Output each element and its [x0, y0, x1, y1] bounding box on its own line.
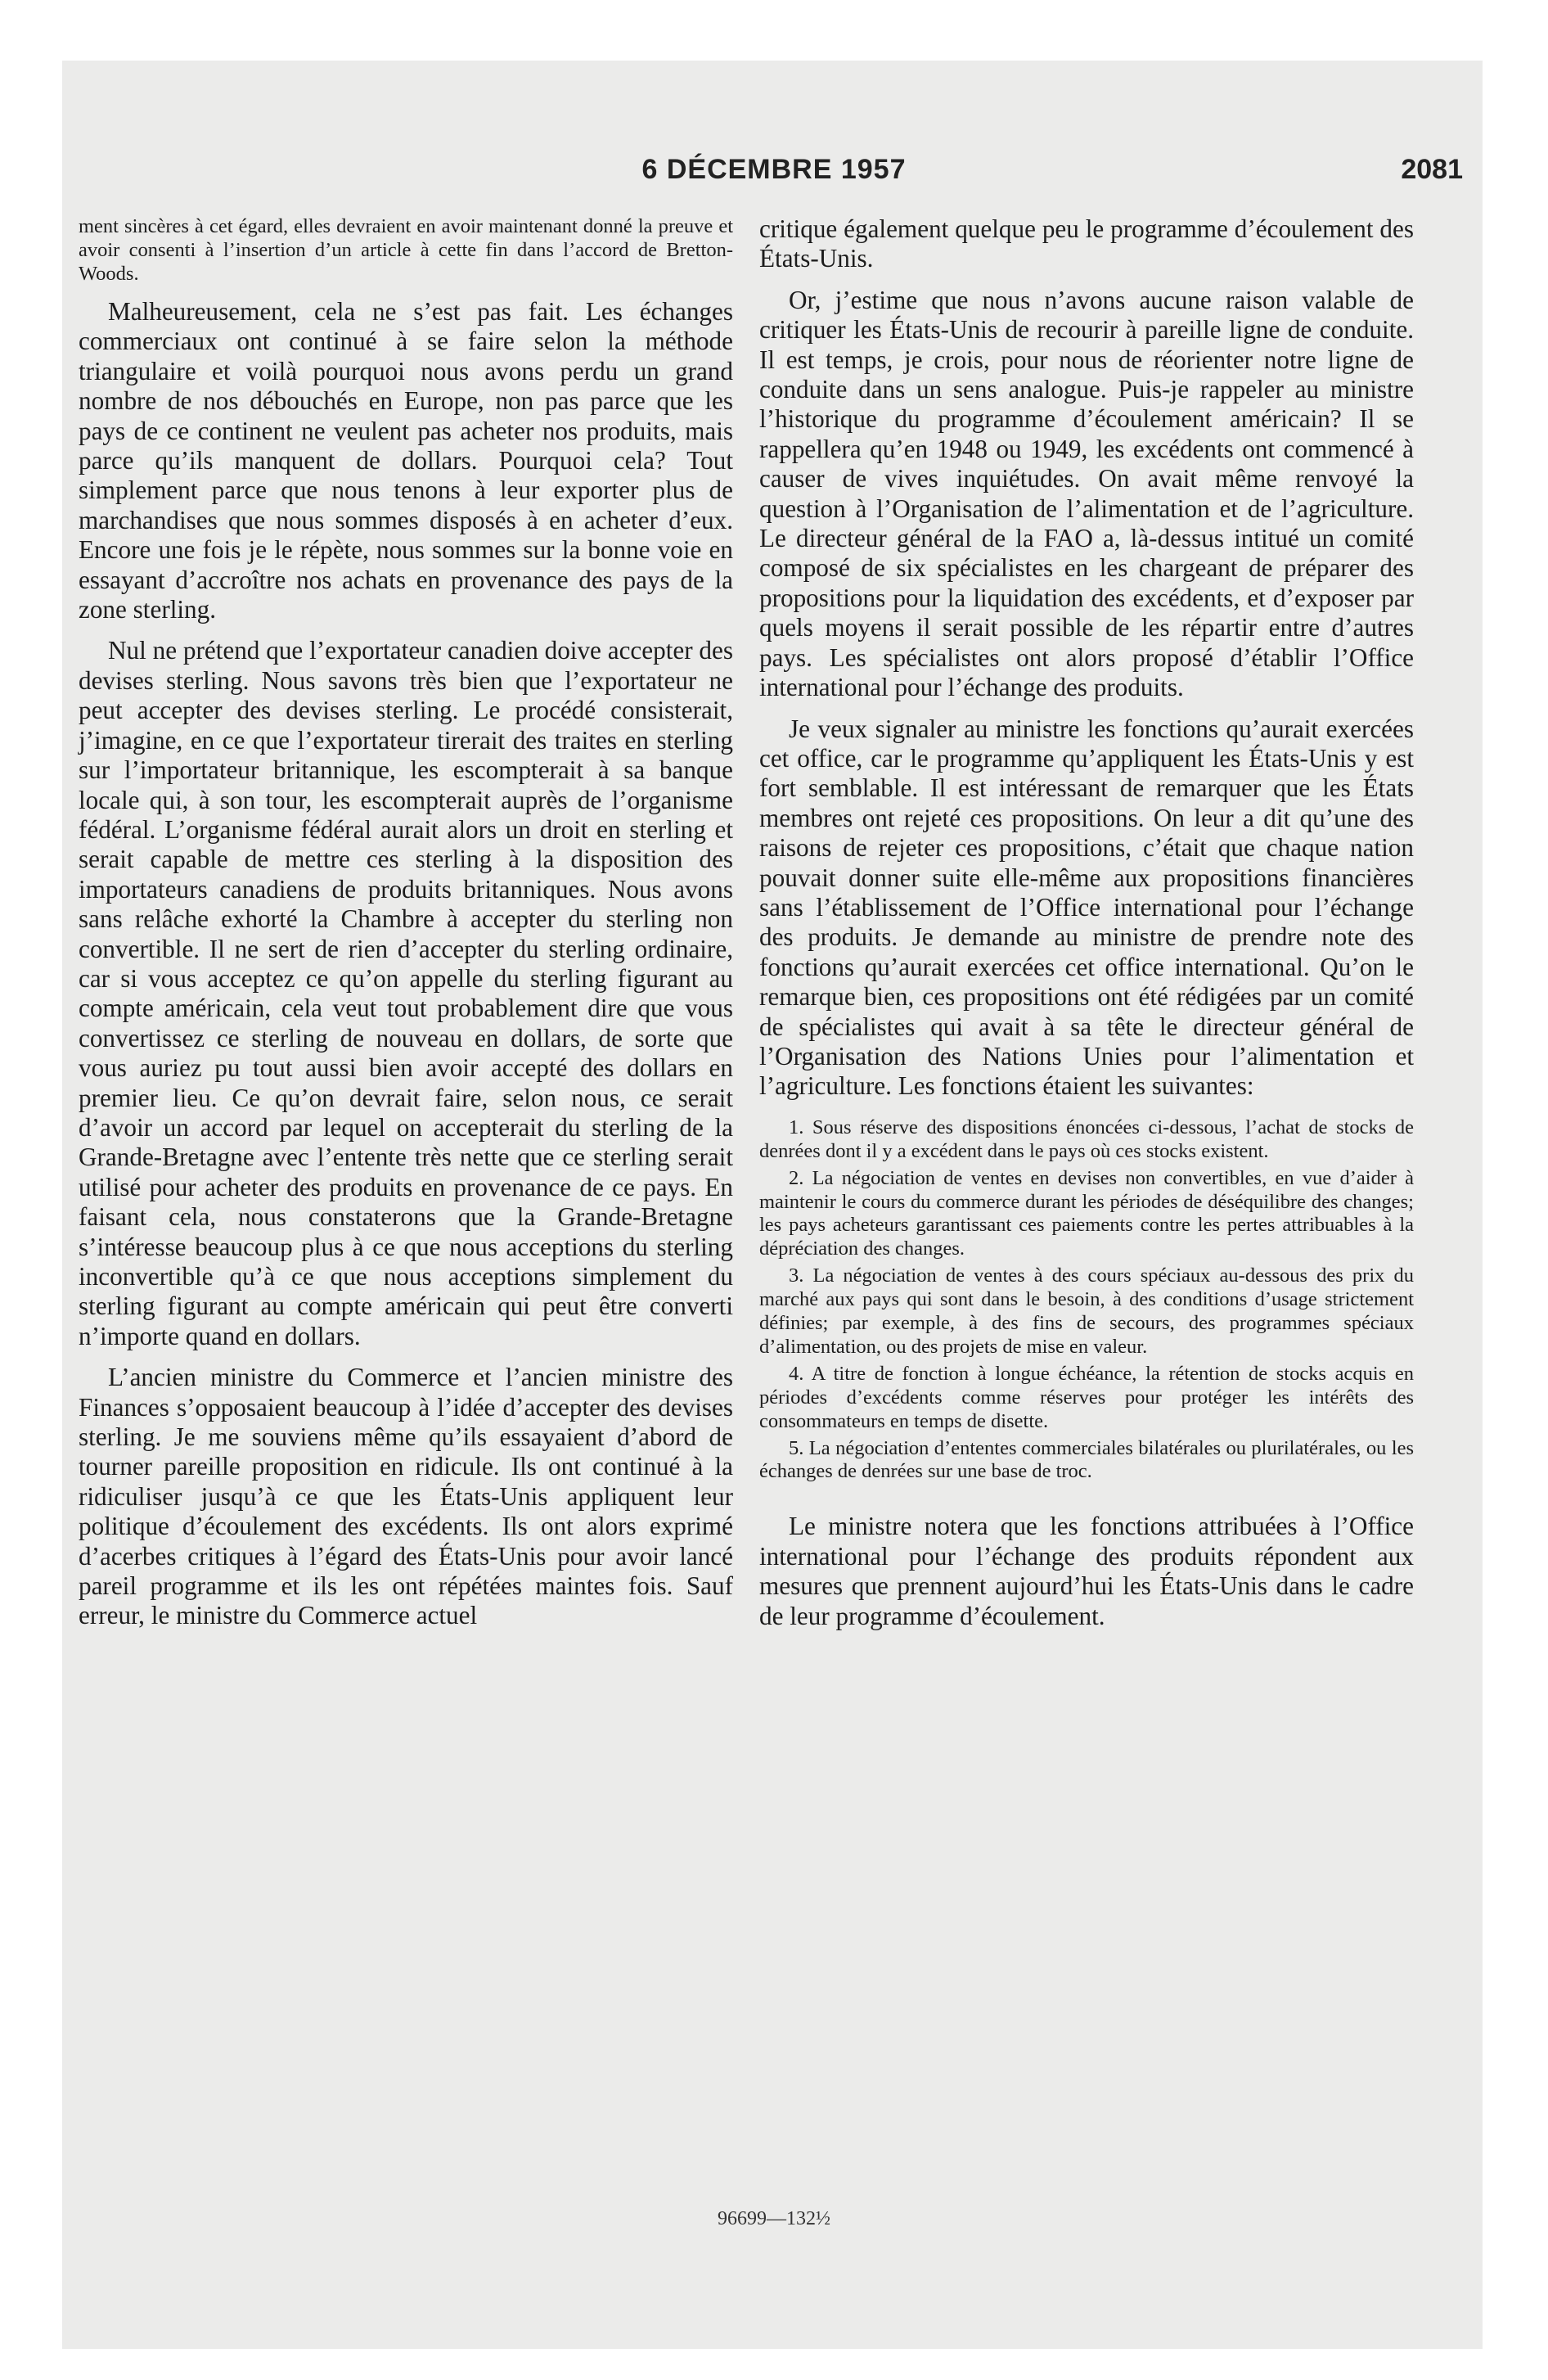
page-header [79, 154, 1469, 195]
header-page-number: 2081 [1401, 154, 1463, 185]
list-item: 2. La négociation de ventes en devises non convertibles, en vue d’aider à maintenir le cours du commerce durant les périodes de déséquilibre des changes; les pays acheteurs garantissant ces paiements contre les pertes attribuables à la dépréciation des changes. [759, 1166, 1414, 1260]
list-item: 1. Sous réserve des dispositions énoncées ci-dessous, l’achat de stocks de denrées dont il y a excédent dans le pays où ces stocks existent. [759, 1116, 1414, 1162]
closing-paragraph: Le ministre notera que les fonctions attribuées à l’Office international pour l’échange des produits répondent aux mesures que prennent aujourd’hui les États-Unis dans le cadre de leur programme d’écoulement. [759, 1512, 1414, 1630]
functions-list [759, 1116, 1414, 1485]
intro-paragraph: ment sincères à cet égard, elles devraient en avoir maintenant donné la preuve et avoir consenti à l’insertion d’un article à cette fin dans l’accord de Bretton-Woods. [79, 215, 733, 285]
paragraph: critique également quelque peu le programme d’écoulement des États-Unis. [759, 214, 1414, 273]
list-item: 4. A titre de fonction à longue échéance, la rétention de stocks acquis en périodes d’excédents comme réserves pour protéger les intérêts des consommateurs en temps de disette. [759, 1362, 1414, 1432]
paragraph: Malheureusement, cela ne s’est pas fait. Les échanges commerciaux ont continué à se faire selon la méthode triangulaire et voilà pourquoi nous avons perdu un grand nombre de nos débouchés en Europe, non pas parce que les pays de ce continent ne veulent pas acheter nos produits, mais parce qu’ils manquent de dollars. Pourquoi cela? Tout simplement parce que nous tenons à leur exporter plus de marchandises que nous sommes disposés à en acheter d’eux. Encore une fois je le répète, nous sommes sur la bonne voie en essayant d’accroître nos achats en provenance des pays de la zone sterling. [79, 297, 733, 624]
right-column [759, 214, 1414, 1631]
closing-body [759, 1512, 1414, 1631]
paragraph: Nul ne prétend que l’exportateur canadien doive accepter des devises sterling. Nous savons très bien que l’exportateur ne peut accepter des devises sterling. Le procédé consisterait, j’imagine, en ce que l’exportateur tirerait des traites en sterling sur l’importateur britannique, les escompterait à sa banque locale qui, à son tour, les escompterait auprès de l’organisme fédéral. L’organisme fédéral aurait alors un droit en sterling et serait capable de mettre ces sterling à la disposition des importateurs canadiens de produits britanniques. Nous avons sans relâche exhorté la Chambre à accepter du sterling non convertible. Il ne sert de rien d’accepter du sterling ordinaire, car si vous acceptez ce qu’on appelle du sterling figurant au compte américain, cela veut tout probablement dire que vous convertissez ce sterling de nouveau en dollars, de sorte que vous auriez pu tout aussi bien avoir accepté des dollars en premier lieu. Ce qu’on devrait faire, selon nous, ce serait d’avoir un accord par lequel on accepterait du sterling de la Grande-Bretagne avec l’entente très nette que ce sterling serait utilisé pour acheter des produits en provenance de ce pays. En faisant cela, nous constaterons que la Grande-Bretagne s’intéresse beaucoup plus à ce que nous acceptions du sterling inconvertible qu’à ce que nous acceptions simplement du sterling figurant au compte américain qui peut être converti n’importe quand en dollars. [79, 636, 733, 1350]
paragraph: Je veux signaler au ministre les fonctions qu’aurait exercées cet office, car le programme qu’appliquent les États-Unis y est fort semblable. Il est intéressant de remarquer que les États membres ont rejeté ces propositions. On leur a dit qu’une des raisons de rejeter ces propositions, c’était que chaque nation pouvait donner suite elle-même aux propositions financières sans l’établissement de l’Office international pour l’échange des produits. Je demande au ministre de prendre note des fonctions qu’aurait exercées cet office international. Qu’on le remarque bien, ces propositions ont été rédigées par un comité de spécialistes qui avait à sa tête le directeur général de l’Organisation des Nations Unies pour l’alimentation et l’agriculture. Les fonctions étaient les suivantes: [759, 714, 1414, 1101]
list-item: 3. La négociation de ventes à des cours spéciaux au-dessous des prix du marché aux pays qui sont dans le besoin, à des conditions d’usage strictement définies; par exemple, à des fins de secours, des programmes spéciaux d’alimentation, ou des projets de mise en valeur. [759, 1264, 1414, 1358]
right-body [759, 214, 1414, 1102]
left-column [79, 214, 733, 1631]
header-date: 6 DÉCEMBRE 1957 [641, 154, 907, 185]
list-item: 5. La négociation d’ententes commerciales bilatérales ou plurilatérales, ou les échanges de denrées sur une base de troc. [759, 1436, 1414, 1483]
intro-small-text [79, 214, 733, 286]
left-body [79, 297, 733, 1631]
paragraph: Or, j’estime que nous n’avons aucune raison valable de critiquer les États-Unis de recourir à pareille ligne de conduite. Il est temps, je crois, pour nous de réorienter notre ligne de conduite dans un sens analogue. Puis-je rappeler au ministre l’historique du programme d’écoulement américain? Il se rappellera qu’en 1948 ou 1949, les excédents ont commencé à causer de vives inquiétudes. On avait même renvoyé la question à l’Organisation de l’alimentation et de l’agriculture. Le directeur général de la FAO a, là-dessus intitué un comité composé de six spécialistes en les chargeant de préparer des propositions pour la liquidation des excédents, et d’exposer par quels moyens il serait possible de les répartir entre d’autres pays. Les spécialistes ont alors proposé d’établir l’Office international pour l’échange des produits. [759, 285, 1414, 702]
paragraph: L’ancien ministre du Commerce et l’ancien ministre des Finances s’opposaient beaucoup à l’idée d’accepter des devises sterling. Je me souviens même qu’ils essayaient d’abord de tourner pareille proposition en ridicule. Ils ont continué à la ridiculiser jusqu’à ce que les États-Unis appliquent leur politique d’écoulement des excédents. Ils ont alors exprimé d’acerbes critiques à l’égard des États-Unis pour avoir lancé pareil programme et ils les ont répétées maintes fois. Sauf erreur, le ministre du Commerce actuel [79, 1363, 733, 1630]
footer-code: 96699—132½ [718, 2208, 830, 2229]
